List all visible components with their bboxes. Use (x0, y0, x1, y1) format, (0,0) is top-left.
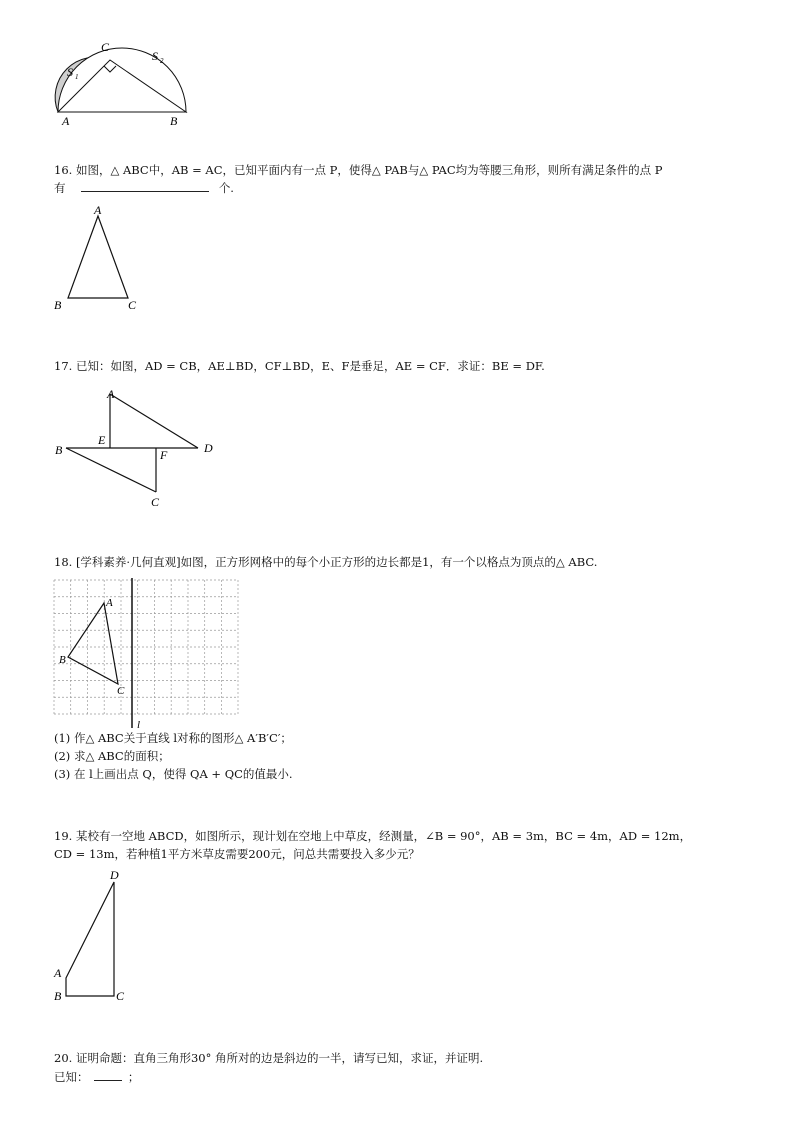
fig15-label-b: B (170, 114, 178, 128)
fig16-label-c: C (128, 298, 137, 312)
fig15-label-c: C (101, 40, 110, 54)
question-16-line2 (54, 178, 234, 198)
fig17-label-a: A (107, 387, 115, 401)
figure-17-triangles (52, 384, 222, 512)
question-16-prefix: 有 (54, 181, 66, 195)
question-18-sub3: (3) 在 l上画出点 Q，使得 QA + QC的值最小. (54, 767, 293, 781)
fig15-label-s2: S (152, 49, 158, 63)
figure-15-semicircles (48, 36, 198, 128)
question-19-line1: 19. 某校有一空地 ABCD，如图所示，现计划在空地上中草皮，经测量，∠B = 90°，AB = 3m，BC = 4m，AD = 12m， (54, 829, 692, 843)
fig15-label-s1-sub: 1 (75, 73, 79, 81)
question-17-line1: 17. 已知：如图，AD = CB，AE⊥BD，CF⊥BD，E、F是垂足，AE = CF．求证：BE = DF. (54, 359, 545, 373)
fig18-label-l: l (137, 719, 141, 730)
fig19-label-c: C (116, 989, 125, 1003)
fig18-label-a: A (106, 597, 113, 609)
fig17-label-b: B (55, 443, 63, 457)
question-16-line1: 16. 如图，△ ABC中，AB = AC，已知平面内有一点 P，使得△ PAB与△ PAC均为等腰三角形，则所有满足条件的点 P (54, 163, 663, 177)
fig17-label-f: F (160, 448, 168, 462)
fig15-label-s2-sub: 2 (160, 57, 164, 65)
fig17-label-c: C (151, 495, 160, 509)
fig19-label-d: D (110, 868, 119, 882)
figure-16-triangle (50, 202, 150, 314)
question-19-line2: CD = 13m，若种植1平方米草皮需要200元，问总共需要投入多少元？ (54, 847, 420, 861)
answer-blank-16[interactable] (81, 179, 209, 192)
question-16-suffix: 个. (218, 181, 234, 195)
fig18-label-c: C (117, 685, 125, 697)
fig17-label-d: D (204, 441, 213, 455)
known-suffix: ； (127, 1070, 140, 1084)
fig15-label-s1: S (67, 65, 73, 79)
fig19-label-b: B (54, 989, 62, 1003)
fig16-label-b: B (54, 298, 62, 312)
known-label: 已知： (54, 1070, 89, 1084)
question-20-line1: 20. 证明命题：直角三角形30° 角所对的边是斜边的一半，请写已知，求证，并证明. (54, 1051, 484, 1065)
figure-19-quadrilateral (50, 866, 140, 1006)
question-18-line1: 18. [学科素养·几何直观]如图，正方形网格中的每个小正方形的边长都是1，有一个以格点为顶点的△ ABC. (54, 555, 598, 569)
fig18-label-b: B (59, 654, 66, 666)
fig17-label-e: E (98, 433, 106, 447)
fig15-label-a: A (62, 114, 70, 128)
question-18-sub1: (1) 作△ ABC关于直线 l对称的图形△ A′B′C′； (54, 731, 292, 745)
answer-blank-20[interactable] (94, 1068, 122, 1081)
figure-18-grid (52, 578, 242, 730)
fig19-label-a: A (54, 966, 62, 980)
question-20-line2 (54, 1067, 139, 1087)
question-18-sub2: (2) 求△ ABC的面积； (54, 749, 170, 763)
fig16-label-a: A (94, 203, 102, 217)
